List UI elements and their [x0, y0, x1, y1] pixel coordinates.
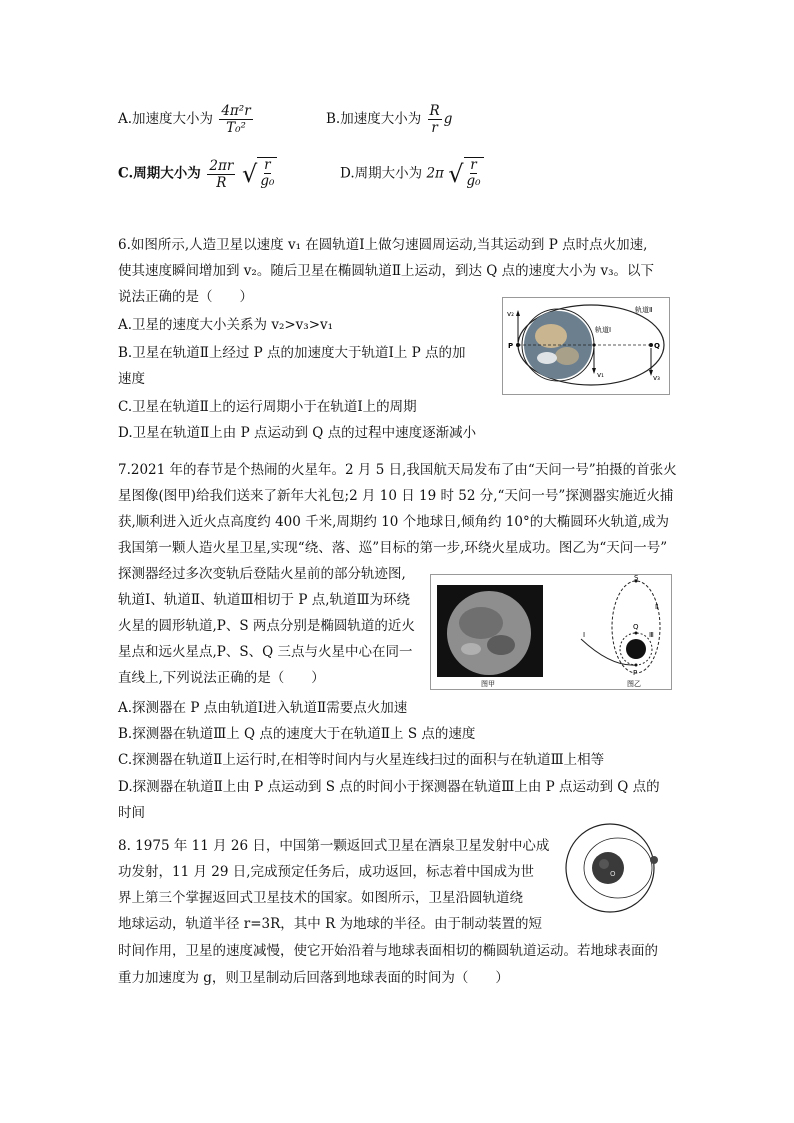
- q8-line-2: 功发射，11 月 29 日,完成预定任务后，成功返回，标志着中国成为世: [118, 864, 535, 880]
- q5-option-b: B.加速度大小为 $\frac{R}{r}$ g: [326, 103, 453, 136]
- earth-land: [535, 324, 567, 348]
- q7-line-8: 星点和远火星点,P、S、Q 三点与火星中心在同一: [118, 644, 413, 660]
- q8-line-5: 时间作用，卫星的速度减慢，使它开始沿着与地球表面相切的椭圆轨道运动。若地球表面的: [118, 943, 658, 959]
- svg-text:v₃: v₃: [653, 374, 660, 382]
- earth-dot: [592, 852, 624, 884]
- q6-orbit-diagram: [503, 298, 669, 394]
- q7-line-7: 火星的圆形轨道,P、S 两点分别是椭圆轨道的近火: [118, 618, 415, 634]
- q6-option-d: D.卫星在轨道Ⅱ上由 P 点运动到 Q 点的过程中速度逐渐减小: [118, 425, 477, 441]
- svg-text:轨道Ⅱ: 轨道Ⅱ: [635, 306, 653, 314]
- svg-text:图乙: 图乙: [627, 680, 641, 688]
- svg-text:Ⅰ: Ⅰ: [583, 631, 586, 639]
- q7-line-4: 我国第一颗人造火星卫星,实现“绕、落、巡”目标的第一步,环绕火星成功。图乙为“天问一号”: [118, 540, 668, 556]
- q7-figure-svg: [431, 575, 671, 689]
- q6-option-b-line-2: 速度: [118, 371, 145, 387]
- svg-text:Ⅲ: Ⅲ: [649, 631, 654, 639]
- q7-option-c: C.探测器在轨道Ⅱ上运行时,在相等时间内与火星连线扫过的面积与在轨道Ⅲ上相等: [118, 752, 605, 768]
- q7-option-a: A.探测器在 P 点由轨道Ⅰ进入轨道Ⅱ需要点火加速: [118, 700, 408, 716]
- q7-line-6: 轨道Ⅰ、轨道Ⅱ、轨道Ⅲ相切于 P 点,轨道Ⅲ为环绕: [118, 592, 411, 608]
- q5-c-sqrt: √ $\frac{r}{\text{g₀}}$: [242, 157, 277, 191]
- q7-line-9: 直线上,下列说法正确的是（ ）: [118, 670, 325, 686]
- q5-c-fraction: $\frac{2\pi r}{R}$: [209, 157, 234, 191]
- q7-line-2: 星图像(图甲)给我们送来了新年大礼包;2 月 10 日 19 时 52 分,“天问一号”探测器实施近火捕: [118, 488, 674, 504]
- svg-text:P: P: [633, 669, 638, 677]
- q6-stem-line-1: 6.如图所示,人造卫星以速度 v₁ 在圆轨道Ⅰ上做匀速圆周运动,当其运动到 P 点时点火加速,: [118, 237, 648, 253]
- svg-text:v₂: v₂: [507, 310, 514, 318]
- q7-line-5: 探测器经过多次变轨后登陆火星前的部分轨迹图,: [118, 566, 406, 582]
- q7-mars-figure: [430, 574, 672, 690]
- q7-option-b: B.探测器在轨道Ⅲ上 Q 点的速度大于在轨道Ⅱ上 S 点的速度: [118, 726, 476, 742]
- q7-line-3: 获,顺利进入近火点高度约 400 千米,周期约 10 个地球日,倾角约 10°的大椭圆环火轨道,成为: [118, 514, 669, 530]
- svg-text:Ⅱ: Ⅱ: [655, 603, 659, 611]
- q6-option-a: A.卫星的速度大小关系为 v₂>v₃>v₁: [118, 317, 334, 333]
- q8-line-3: 界上第三个掌握返回式卫星技术的国家。如图所示，卫星沿圆轨道绕: [118, 890, 523, 906]
- q6-stem-line-2: 使其速度瞬间增加到 v₂。随后卫星在椭圆轨道Ⅱ上运动，到达 Q 点的速度大小为 v₃。以下: [118, 263, 654, 279]
- q6-option-b-line-1: B.卫星在轨道Ⅱ上经过 P 点的加速度大于轨道Ⅰ上 P 点的加: [118, 345, 466, 361]
- mars-dot: [626, 639, 646, 659]
- q5-option-a: A.加速度大小为 $\frac{\text{4π²r}}{\text{T₀²}}$: [118, 103, 251, 136]
- q5-option-d: D.周期大小为 2π √ $\frac{r}{\text{g₀}}$: [340, 157, 484, 191]
- q5-b-fraction: $\frac{R}{r}$: [429, 103, 440, 136]
- svg-text:Q: Q: [654, 342, 660, 350]
- q6-orbit-figure: [502, 297, 670, 395]
- q7-line-1: 7.2021 年的春节是个热闹的火星年。2 月 5 日,我国航天局发布了由“天问一号”拍摄的首张火: [118, 462, 677, 478]
- q8-figure-svg: [562, 820, 662, 916]
- q5-a-fraction: $\frac{\text{4π²r}}{\text{T₀²}}$: [221, 103, 251, 136]
- q7-option-d-line-1: D.探测器在轨道Ⅱ上由 P 点运动到 S 点的时间小于探测器在轨道Ⅲ上由 P 点运动到 Q 点的: [118, 779, 660, 795]
- satellite-dot: [650, 856, 658, 864]
- q5-d-sqrt: √ $\frac{r}{\text{g₀}}$: [448, 157, 483, 191]
- q7-option-d-line-2: 时间: [118, 805, 145, 821]
- svg-text:P: P: [508, 342, 514, 350]
- svg-text:O: O: [610, 870, 616, 878]
- svg-text:S: S: [634, 575, 639, 582]
- q8-line-1: 8. 1975 年 11 月 26 日，中国第一颗返回式卫星在酒泉卫星发射中心成: [118, 838, 550, 854]
- svg-text:Q: Q: [633, 623, 639, 631]
- svg-text:轨道Ⅰ: 轨道Ⅰ: [595, 326, 612, 334]
- svg-text:图甲: 图甲: [481, 680, 495, 688]
- svg-text:v₁: v₁: [597, 371, 604, 379]
- q8-line-6: 重力加速度为 g，则卫星制动后回落到地球表面的时间为（ ）: [118, 970, 509, 986]
- q6-stem-line-3: 说法正确的是（ ）: [118, 289, 253, 305]
- q8-orbit-figure: [562, 820, 662, 916]
- q8-line-4: 地球运动，轨道半径 r=3R，其中 R 为地球的半径。由于制动装置的短: [118, 916, 543, 932]
- q6-option-c: C.卫星在轨道Ⅱ上的运行周期小于在轨道Ⅰ上的周期: [118, 399, 417, 415]
- q5-option-c: C.周期大小为 $\frac{2\pi r}{R}$ √ $\frac{r}{\text{g₀}}$: [118, 157, 277, 191]
